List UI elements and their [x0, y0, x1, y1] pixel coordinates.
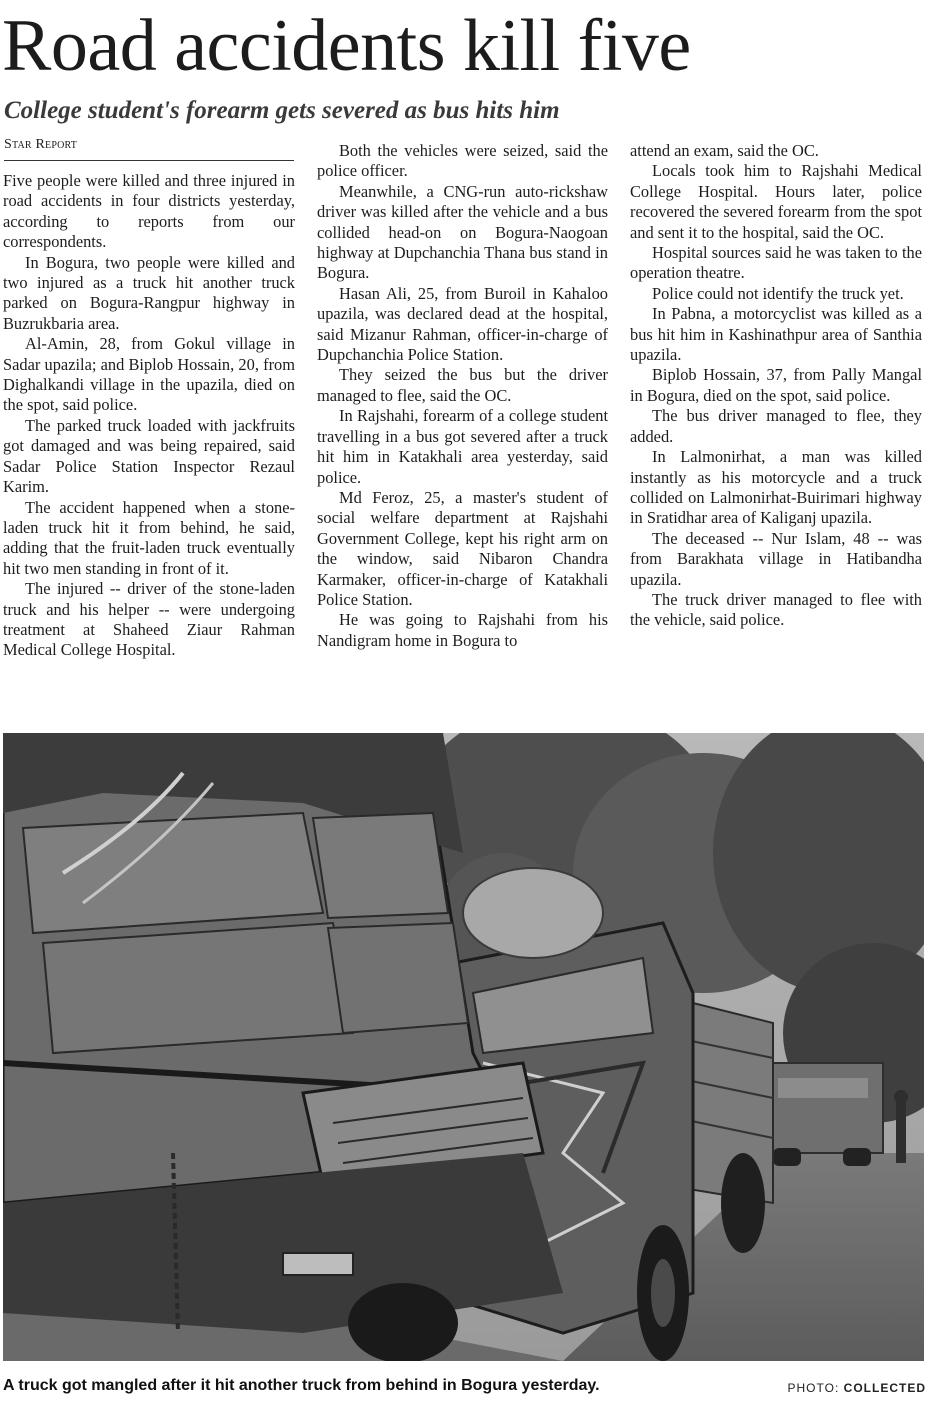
- paragraph: The accident happened when a stone-laden truck hit it from behind, he said, adding that the fruit-laden truck eventually hit two men standing in front of it.: [3, 497, 295, 578]
- bundled-cargo: [463, 868, 603, 958]
- number-plate: [283, 1253, 353, 1275]
- paragraph: Meanwhile, a CNG-run auto-rickshaw driver was killed after the vehicle and a bus collided head-on on Bogura-Naogoan highway at Dupchanchia Thana bus stand in Bogura.: [317, 181, 608, 283]
- photo-credit-source: COLLECTED: [843, 1381, 926, 1395]
- mangled-truck-illustration: [3, 733, 924, 1361]
- article-column-3: [630, 141, 922, 631]
- paragraph: He was going to Rajshahi from his Nandigram home in Bogura to: [317, 610, 608, 650]
- paragraph: They seized the bus but the driver managed to flee, said the OC.: [317, 365, 608, 405]
- distant-truck: [763, 1063, 883, 1153]
- paragraph: Hospital sources said he was taken to the operation theatre.: [630, 243, 922, 283]
- photo-caption: A truck got mangled after it hit another truck from behind in Bogura yesterday.: [3, 1377, 600, 1394]
- wheel: [843, 1148, 871, 1166]
- subheadline: College student's forearm gets severed as bus hits him: [4, 97, 560, 124]
- article-column-1: [3, 171, 295, 661]
- news-photo: [3, 733, 924, 1361]
- article-column-2: [317, 141, 608, 651]
- bystander: [896, 1103, 906, 1163]
- photo-credit-label: PHOTO:: [787, 1381, 840, 1395]
- paragraph: In Lalmonirhat, a man was killed instantly as his motorcycle and a truck collided on Lalmonirhat-Buirimari highway in Sratidhar area of Kaliganj upazila.: [630, 447, 922, 528]
- byline: Star Report: [4, 136, 294, 161]
- paragraph: Police could not identify the truck yet.: [652, 283, 904, 303]
- wheel: [773, 1148, 801, 1166]
- paragraph: Al-Amin, 28, from Gokul village in Sadar upazila; and Biplob Hossain, 20, from Dighalkandi village in the upazila, died on the spot, said police.: [3, 334, 295, 415]
- paragraph: In Pabna, a motorcyclist was killed as a bus hit him in Kashinathpur area of Santhia upazila.: [630, 304, 922, 365]
- paragraph: attend an exam, said the OC.: [630, 141, 819, 160]
- photo-credit: [788, 1380, 926, 1396]
- paragraph: The bus driver managed to flee, they added.: [630, 406, 922, 446]
- paragraph: In Rajshahi, forearm of a college student travelling in a bus got severed after a truck hit him in Katakhali area yesterday, said police.: [317, 406, 608, 487]
- paragraph: The parked truck loaded with jackfruits got damaged and was being repaired, said Sadar Police Station Inspector Rezaul Karim.: [3, 415, 295, 497]
- truck-panel: [43, 923, 353, 1053]
- truck-panel: [313, 813, 448, 918]
- paragraph: Both the vehicles were seized, said the police officer.: [317, 141, 608, 181]
- paragraph: The injured -- driver of the stone-laden truck and his helper -- were undergoing treatment at Shaheed Ziaur Rahman Medical College Hospital.: [3, 579, 295, 660]
- paragraph: In Bogura, two people were killed and two injured as a truck hit another truck parked on Bogura-Rangpur highway in Buzrukbaria area.: [3, 252, 295, 333]
- headline: Road accidents kill five: [2, 5, 691, 87]
- truck-panel: [328, 923, 468, 1033]
- wheel: [721, 1153, 765, 1253]
- paragraph: Biplob Hossain, 37, from Pally Mangal in Bogura, died on the spot, said police.: [630, 365, 922, 405]
- paragraph: Locals took him to Rajshahi Medical College Hospital. Hours later, police recovered the severed forearm from the spot and sent it to the hospital, said the OC.: [630, 161, 922, 242]
- paragraph: Five people were killed and three injured in road accidents in four districts yesterday, according to reports from our correspondents.: [3, 171, 295, 252]
- distant-truck-panel: [778, 1078, 868, 1098]
- paragraph: Md Feroz, 25, a master's student of social welfare department at Rajshahi Government College, kept his right arm on the window, said Nibaron Chandra Karmaker, officer-in-charge of Katakhali Police Station.: [317, 487, 608, 609]
- paragraph: Hasan Ali, 25, from Buroil in Kahaloo upazila, was declared dead at the hospital, said Mizanur Rahman, officer-in-charge of Dupchanchia Police Station.: [317, 283, 608, 365]
- truck-panel: [23, 813, 323, 933]
- paragraph: The deceased -- Nur Islam, 48 -- was from Barakhata village in Hatibandha upazila.: [630, 528, 922, 589]
- paragraph: The truck driver managed to flee with the vehicle, said police.: [630, 589, 922, 630]
- rear-wheel: [348, 1283, 458, 1361]
